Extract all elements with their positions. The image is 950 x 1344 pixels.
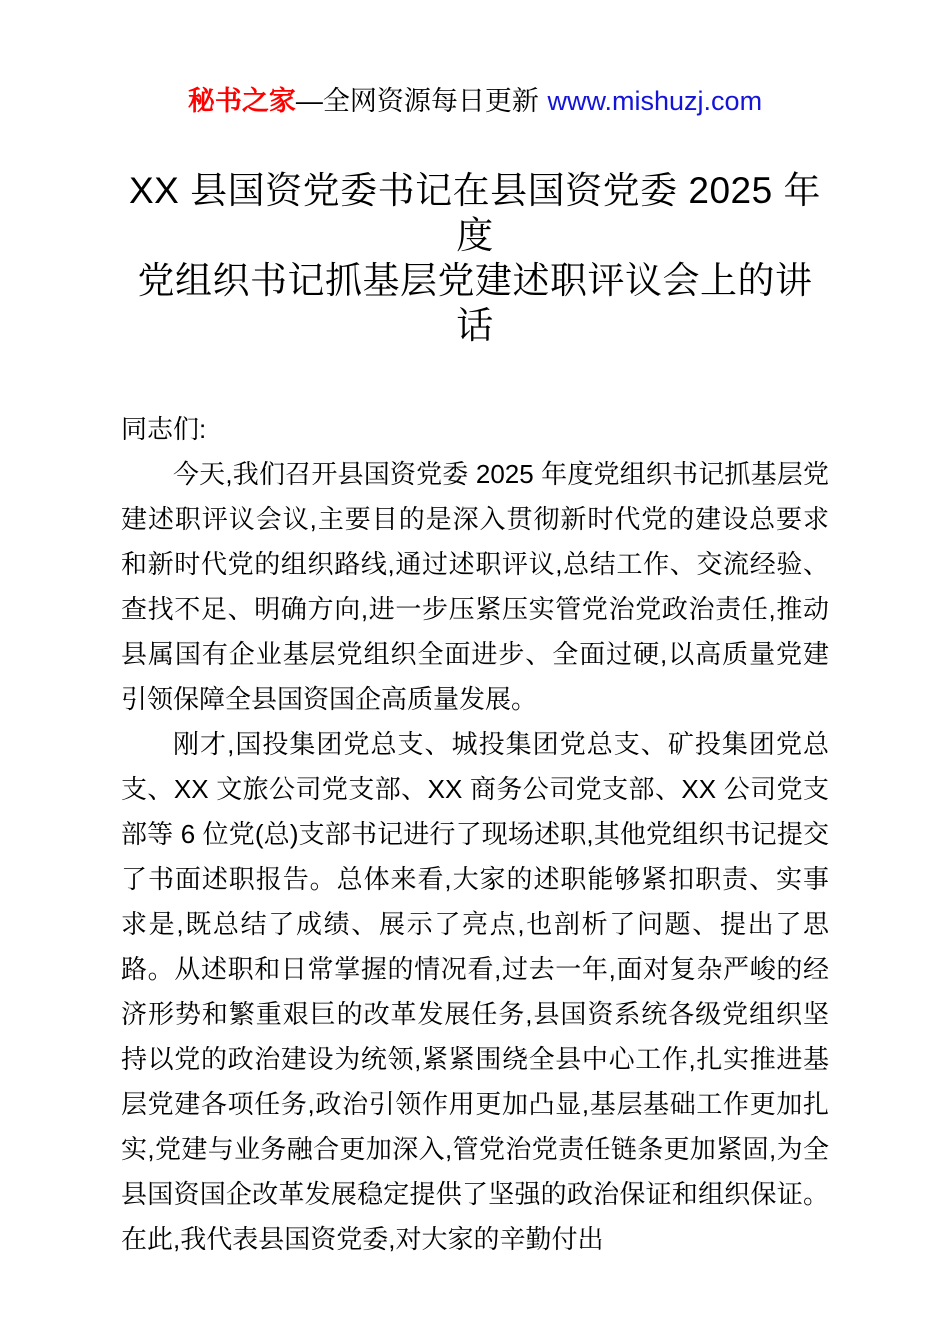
body-paragraph-1: 今天,我们召开县国资党委 2025 年度党组织书记抓基层党建述职评议会议,主要目的是深入贯彻新时代党的建设总要求和新时代党的组织路线,通过述职评议,总结工作、交流经验、查找不足、明确方向,进一步压紧压实管党治党政治责任,推动县属国有企业基层党组织全面进步、全面过硬,以高质量党建引领保障全县国资国企高质量发展。: [121, 459, 829, 714]
document-title: [121, 168, 829, 348]
site-tagline: —全网资源每日更新: [295, 86, 539, 116]
document-title-line-1: XX 县国资党委书记在县国资党委 2025 年度: [128, 170, 821, 256]
site-banner: [121, 84, 829, 118]
site-brand: 秘书之家: [187, 86, 296, 116]
body-paragraph-2: 刚才,国投集团党总支、城投集团党总支、矿投集团党总支、XX 文旅公司党支部、XX 商务公司党支部、XX 公司党支部等 6 位党(总)支部书记进行了现场述职,其他党组织书记提交了书面述职报告。总体来看,大家的述职能够紧扣职责、实事求是,既总结了成绩、展示了亮点,也剖析了问题、提出了思路。从述职和日常掌握的情况看,过去一年,面对复杂严峻的经济形势和繁重艰巨的改革发展任务,县国资系统各级党组织坚持以党的政治建设为统领,紧紧围绕全县中心工作,扎实推进基层党建各项任务,政治引领作用更加凸显,基层基础工作更加扎实,党建与业务融合更加深入,管党治党责任链条更加紧固,为全县国资国企改革发展稳定提供了坚强的政治保证和组织保证。在此,我代表县国资党委,对大家的辛勤付出: [121, 729, 829, 1254]
site-url-link[interactable]: www.mishuzj.com: [547, 86, 763, 116]
document-title-line-2: 党组织书记抓基层党建述职评议会上的讲话: [137, 260, 813, 346]
document-body: [121, 407, 829, 1262]
salutation: 同志们:: [121, 414, 207, 444]
